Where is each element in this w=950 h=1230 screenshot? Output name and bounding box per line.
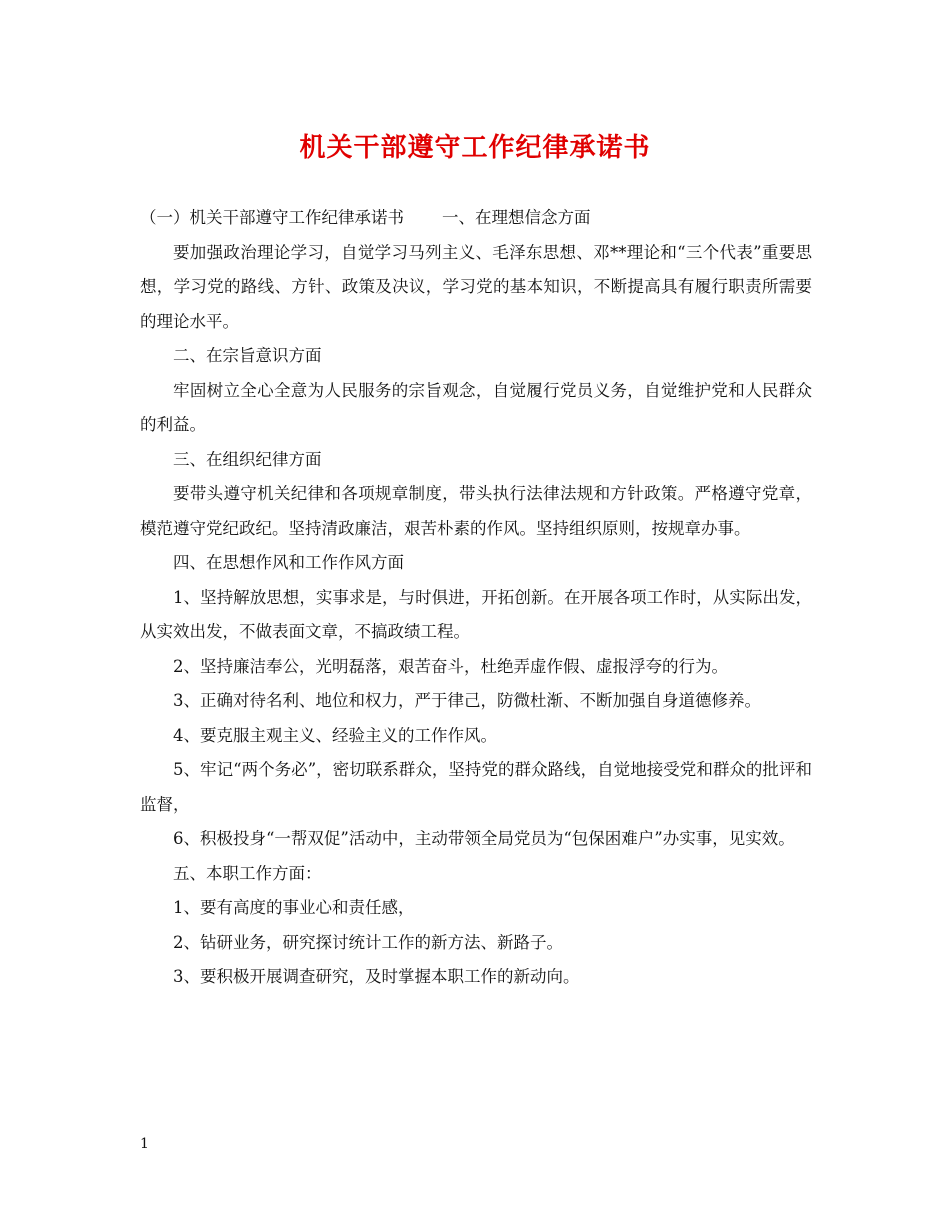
paragraph-13: 五、本职工作方面： <box>173 863 322 883</box>
paragraph-9: 3、正确对待名利、地位和权力，严于律己，防微杜渐、不断加强自身道德修养。 <box>173 691 761 710</box>
paragraph-6: 四、在思想作风和工作作风方面 <box>173 553 404 572</box>
paragraph-10: 4、要克服主观主义、经验主义的工作作风。 <box>173 725 497 745</box>
document-title: 机关干部遵守工作纪律承诺书 <box>299 133 651 163</box>
paragraph-14: 1、要有高度的事业心和责任感， <box>173 898 415 917</box>
document-body <box>140 201 812 995</box>
paragraph-15: 2、钻研业务，研究探讨统计工作的新方法、新路子。 <box>173 932 563 952</box>
first-line-left: （一）机关干部遵守工作纪律承诺书 <box>140 208 404 227</box>
page-number: 1 <box>140 1136 149 1152</box>
first-line-right: 一、在理想信念方面 <box>442 208 591 227</box>
paragraph-7: 1、坚持解放思想，实事求是，与时俱进，开拓创新。在开展各项工作时，从实际出发，从实效出发，不做表面文章，不搞政绩工程。 <box>140 587 812 641</box>
paragraph-8: 2、坚持廉洁奉公，光明磊落，艰苦奋斗，杜绝弄虚作假、虚报浮夸的行为。 <box>173 656 728 676</box>
paragraph-11: 5、牢记“两个务必”，密切联系群众，坚持党的群众路线，自觉地接受党和群众的批评和监督， <box>140 760 812 814</box>
paragraph-3: 牢固树立全心全意为人民服务的宗旨观念，自觉履行党员义务，自觉维护党和人民群众的利益。 <box>140 380 812 434</box>
paragraph-1: 要加强政治理论学习，自觉学习马列主义、毛泽东思想、邓**理论和“三个代表”重要思想，学习党的路线、方针、政策及决议，学习党的基本知识，不断提高具有履行职责所需要的理论水平。 <box>140 242 812 331</box>
paragraph-12: 6、积极投身“一帮双促”活动中，主动带领全局党员为“包保困难户”办实事，见实效。 <box>173 829 795 848</box>
paragraph-16: 3、要积极开展调查研究，及时掌握本职工作的新动向。 <box>173 967 580 986</box>
paragraph-5: 要带头遵守机关纪律和各项规章制度，带头执行法律法规和方针政策。严格遵守党章，模范遵守党纪政纪。坚持清政廉洁，艰苦朴素的作风。坚持组织原则，按规章办事。 <box>140 484 812 538</box>
paragraph-4: 三、在组织纪律方面 <box>173 449 322 469</box>
first-line <box>140 201 812 236</box>
paragraph-2: 二、在宗旨意识方面 <box>173 346 322 365</box>
